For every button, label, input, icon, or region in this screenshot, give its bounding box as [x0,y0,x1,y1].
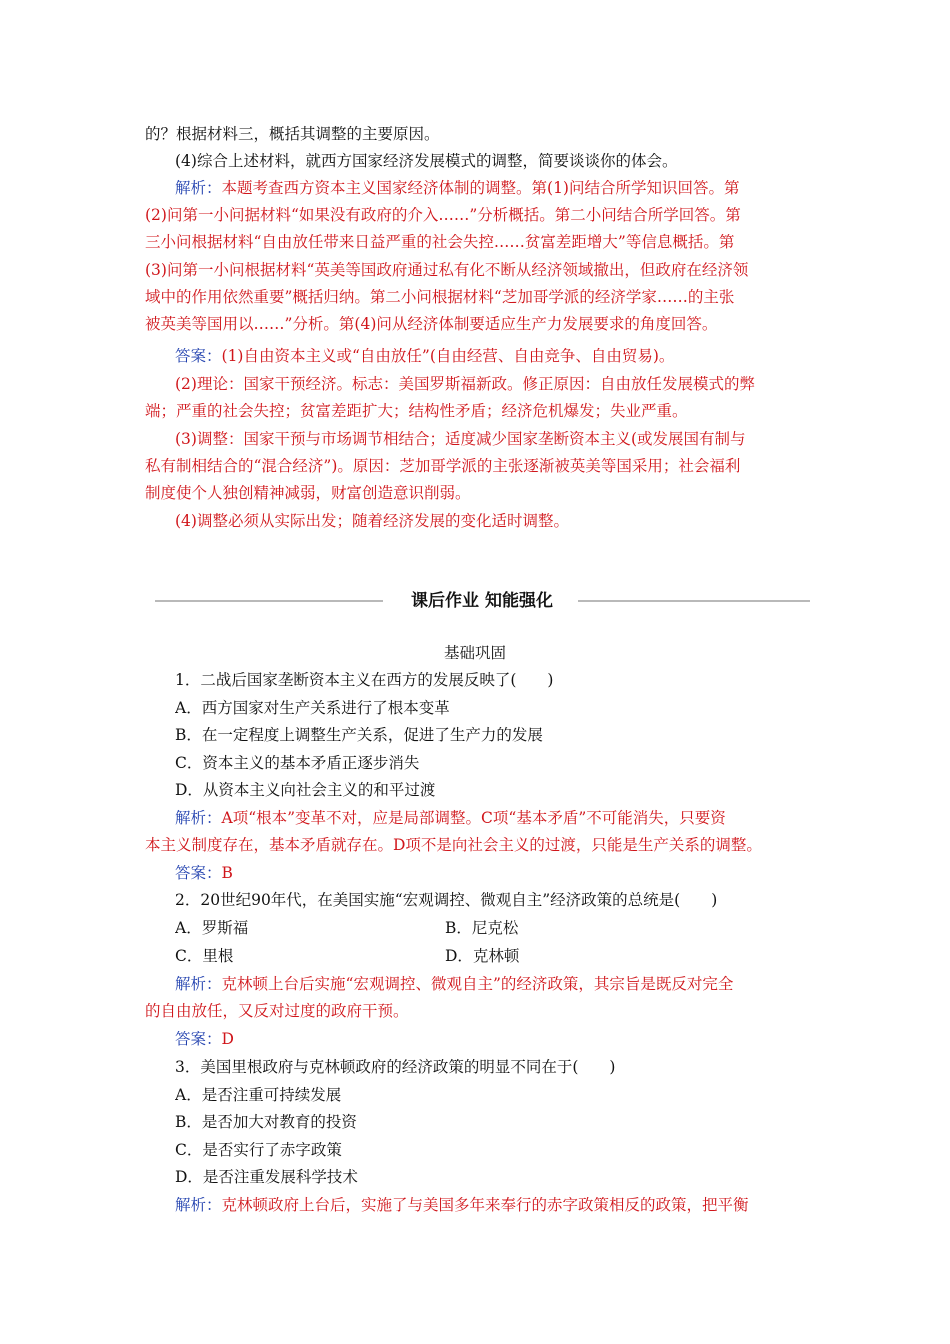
analysis-text: 本题考查西方资本主义国家经济体制的调整。第(1)问结合所学知识回答。第 [221,179,740,197]
option: A．是否注重可持续发展 [175,1086,342,1104]
section-heading-text: 课后作业 知能强化 [411,591,553,611]
analysis-line [175,805,815,831]
answer-label: 答案： [175,347,222,365]
heading-rule-right [578,600,810,602]
option: A．罗斯福 [175,919,249,937]
option: D．从资本主义向社会主义的和平过渡 [175,781,436,799]
analysis-line: 的自由放任，又反对过度的政府干预。 [145,1002,409,1020]
analysis-label: 解析： [175,809,222,827]
option-row [175,915,815,941]
question-stem: 1．二战后国家垄断资本主义在西方的发展反映了( ) [175,671,554,689]
answer-text: D [221,1030,234,1048]
answer-line: (4)调整必须从实际出发；随着经济发展的变化适时调整。 [175,512,569,530]
analysis-label: 解析： [175,1196,222,1214]
answer-label: 答案： [175,864,222,882]
answer-line: 端；严重的社会失控；贫富差距扩大；结构性矛盾；经济危机爆发；失业严重。 [145,402,688,420]
answer-line: 私有制相结合的“混合经济”)。原因：芝加哥学派的主张逐渐被英美等国采用；社会福利 [145,457,741,475]
sub-heading: 基础巩固 [443,644,506,662]
analysis-label: 解析： [175,179,222,197]
option: C．是否实行了赤字政策 [175,1141,342,1159]
analysis-line: 域中的作用依然重要”概括归纳。第二小问根据材料“芝加哥学派的经济学家……的主张 [145,288,735,306]
analysis-line [175,971,815,997]
option: D．是否注重发展科学技术 [175,1168,358,1186]
option-row [175,943,815,969]
answer-label: 答案： [175,1030,222,1048]
option: A．西方国家对生产关系进行了根本变革 [175,699,450,717]
answer-line [175,1026,815,1052]
analysis-text: 克林顿上台后实施“宏观调控、微观自主”的经济政策，其宗旨是既反对完全 [221,975,734,993]
analysis-line: 本主义制度存在，基本矛盾就存在。D项不是向社会主义的过渡，只能是生产关系的调整。 [145,836,762,854]
section-heading [155,588,810,614]
option: B．在一定程度上调整生产关系，促进了生产力的发展 [175,726,543,744]
option: D．克林顿 [445,947,520,965]
answer-line: (3)调整：国家干预与市场调节相结合；适度减少国家垄断资本主义(或发展国有制与 [175,430,746,448]
analysis-line: (2)问第一小问据材料“如果没有政府的介入……”分析概括。第二小问结合所学回答。第 [145,206,741,224]
analysis-line [175,175,815,201]
analysis-text: A项“根本”变革不对，应是局部调整。C项“基本矛盾”不可能消失，只要资 [221,809,726,827]
analysis-label: 解析： [175,975,222,993]
question-stem: 2．20世纪90年代，在美国实施“宏观调控、微观自主”经济政策的总统是( ) [175,891,718,909]
option: B．是否加大对教育的投资 [175,1113,357,1131]
option: C．里根 [175,947,234,965]
question-text-line: 的？根据材料三，概括其调整的主要原因。 [145,125,440,143]
analysis-line: 被英美等国用以……”分析。第(4)问从经济体制要适应生产力发展要求的角度回答。 [145,315,718,333]
option: C．资本主义的基本矛盾正逐步消失 [175,754,420,772]
analysis-line: 三小问根据材料“自由放任带来日益严重的社会失控……贫富差距增大”等信息概括。第 [145,233,735,251]
analysis-line [175,1192,815,1218]
answer-line: 制度使个人独创精神减弱，财富创造意识削弱。 [145,484,471,502]
answer-line [175,343,815,369]
heading-rule-left [155,600,383,602]
answer-text: B [221,864,233,882]
analysis-line: (3)问第一小问根据材料“英美等国政府通过私有化不断从经济领域撤出，但政府在经济领 [145,261,749,279]
analysis-text: 克林顿政府上台后，实施了与美国多年来奉行的赤字政策相反的政策，把平衡 [221,1196,749,1214]
question-stem: 3．美国里根政府与克林顿政府的经济政策的明显不同在于( ) [175,1058,616,1076]
option: B．尼克松 [445,919,519,937]
answer-line: (2)理论：国家干预经济。标志：美国罗斯福新政。修正原因：自由放任发展模式的弊 [175,375,755,393]
question-text-line: (4)综合上述材料，就西方国家经济发展模式的调整，简要谈谈你的体会。 [175,152,678,170]
answer-text: (1)自由资本主义或“自由放任”(自由经营、自由竞争、自由贸易)。 [221,347,675,365]
answer-line [175,860,815,886]
